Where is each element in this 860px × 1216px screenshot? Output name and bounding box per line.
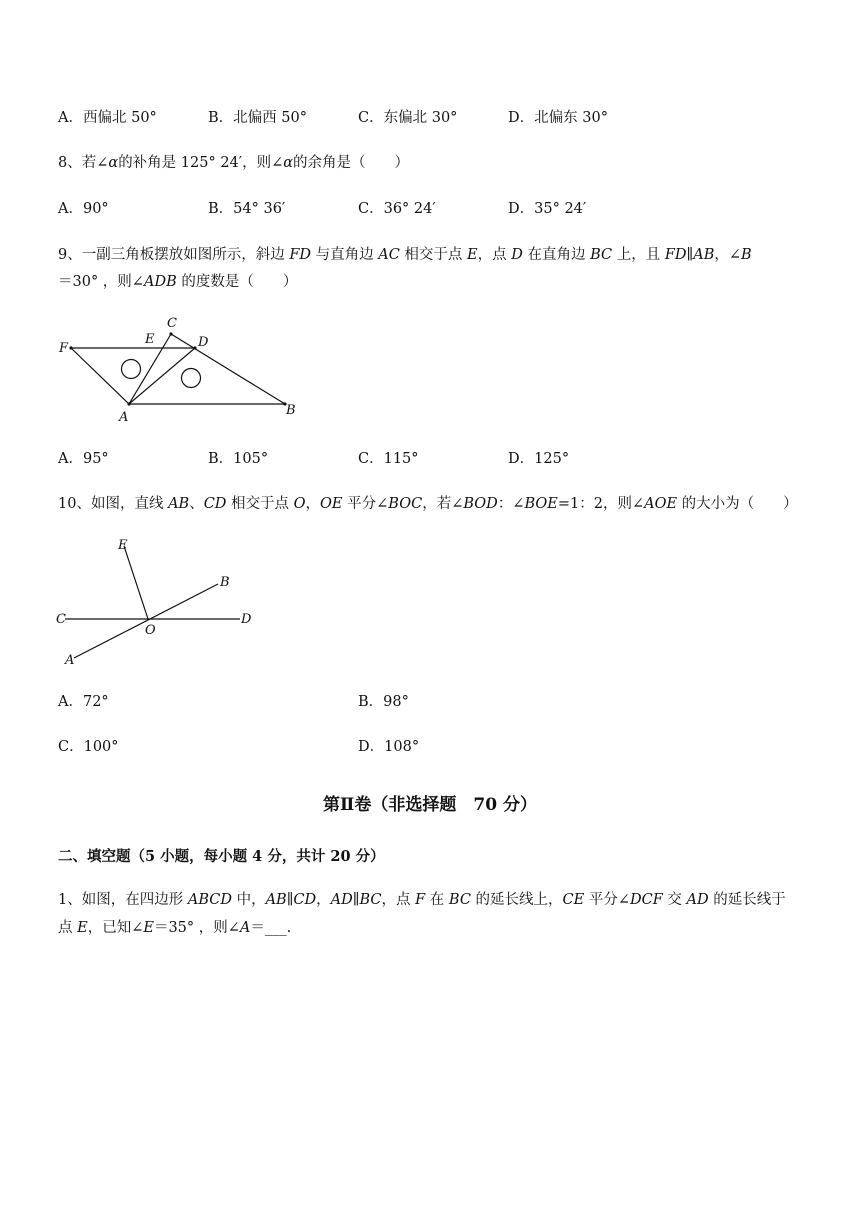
q7-option-b: B．北偏西 50°	[208, 110, 307, 126]
q10-option-a: A．72°	[58, 694, 109, 710]
q7-option-d: D．北偏东 30°	[508, 110, 608, 126]
q9-circle-left	[122, 360, 141, 379]
q10-line-ab	[74, 584, 218, 658]
q9-line-ad	[129, 348, 195, 404]
q8-option-d: D．35° 24′	[508, 201, 587, 217]
q9-label-f: F	[59, 341, 69, 356]
q10-label-d: D	[241, 612, 252, 627]
q9-stem-line2: ＝30° ，则∠ADB 的度数是（ ）	[58, 274, 298, 290]
q10-option-d: D．108°	[358, 739, 420, 755]
q9-label-c: C	[167, 316, 177, 331]
q9-option-c: C．115°	[358, 451, 419, 467]
q9-label-a: A	[119, 410, 129, 425]
q9-label-e: E	[145, 332, 155, 347]
q8-option-c: C．36° 24′	[358, 201, 436, 217]
q8-stem: 8、若∠α的补角是 125° 24′，则∠α的余角是（ ）	[58, 155, 410, 171]
q9-label-d: D	[198, 335, 209, 350]
q10-option-c: C．100°	[58, 739, 119, 755]
q7-option-a: A．西偏北 50°	[58, 110, 157, 126]
q8-option-b: B．54° 36′	[208, 201, 286, 217]
q9-option-a: A．95°	[58, 451, 109, 467]
q10-label-o: O	[145, 623, 156, 638]
q10-label-b: B	[220, 575, 230, 590]
q9-option-d: D．125°	[508, 451, 570, 467]
part2-title: 第Ⅱ卷（非选择题 70 分）	[323, 795, 537, 815]
q9-figure	[55, 312, 315, 427]
q10-ray-oe	[124, 546, 148, 619]
q9-circle-right	[182, 369, 201, 388]
q7-option-c: C．东偏北 30°	[358, 110, 458, 126]
fill1-stem-line2: 点 E，已知∠E＝35° ，则∠A＝___.	[58, 920, 292, 936]
fill-section-heading: 二、填空题（5 小题，每小题 4 分，共计 20 分）	[58, 848, 385, 865]
q9-option-b: B．105°	[208, 451, 269, 467]
q10-figure	[50, 530, 270, 670]
q9-stem-line1: 9、一副三角板摆放如图所示，斜边 FD 与直角边 AC 相交于点 E，点 D 在直角边 BC 上，且 FD∥AB，∠B	[58, 247, 752, 263]
q9-label-b: B	[286, 403, 296, 418]
q9-line-fa	[71, 348, 129, 404]
q10-label-c: C	[56, 612, 66, 627]
q10-option-b: B．98°	[358, 694, 409, 710]
q10-stem: 10、如图，直线 AB、CD 相交于点 O，OE 平分∠BOC，若∠BOD：∠BOE=1：2，则∠AOE 的大小为（ ）	[58, 496, 798, 512]
q10-label-e: E	[118, 538, 128, 553]
fill1-stem-line1: 1、如图，在四边形 ABCD 中，AB∥CD，AD∥BC，点 F 在 BC 的延长线上，CE 平分∠DCF 交 AD 的延长线于	[58, 892, 786, 908]
q10-label-a: A	[65, 653, 75, 668]
q8-option-a: A．90°	[58, 201, 109, 217]
